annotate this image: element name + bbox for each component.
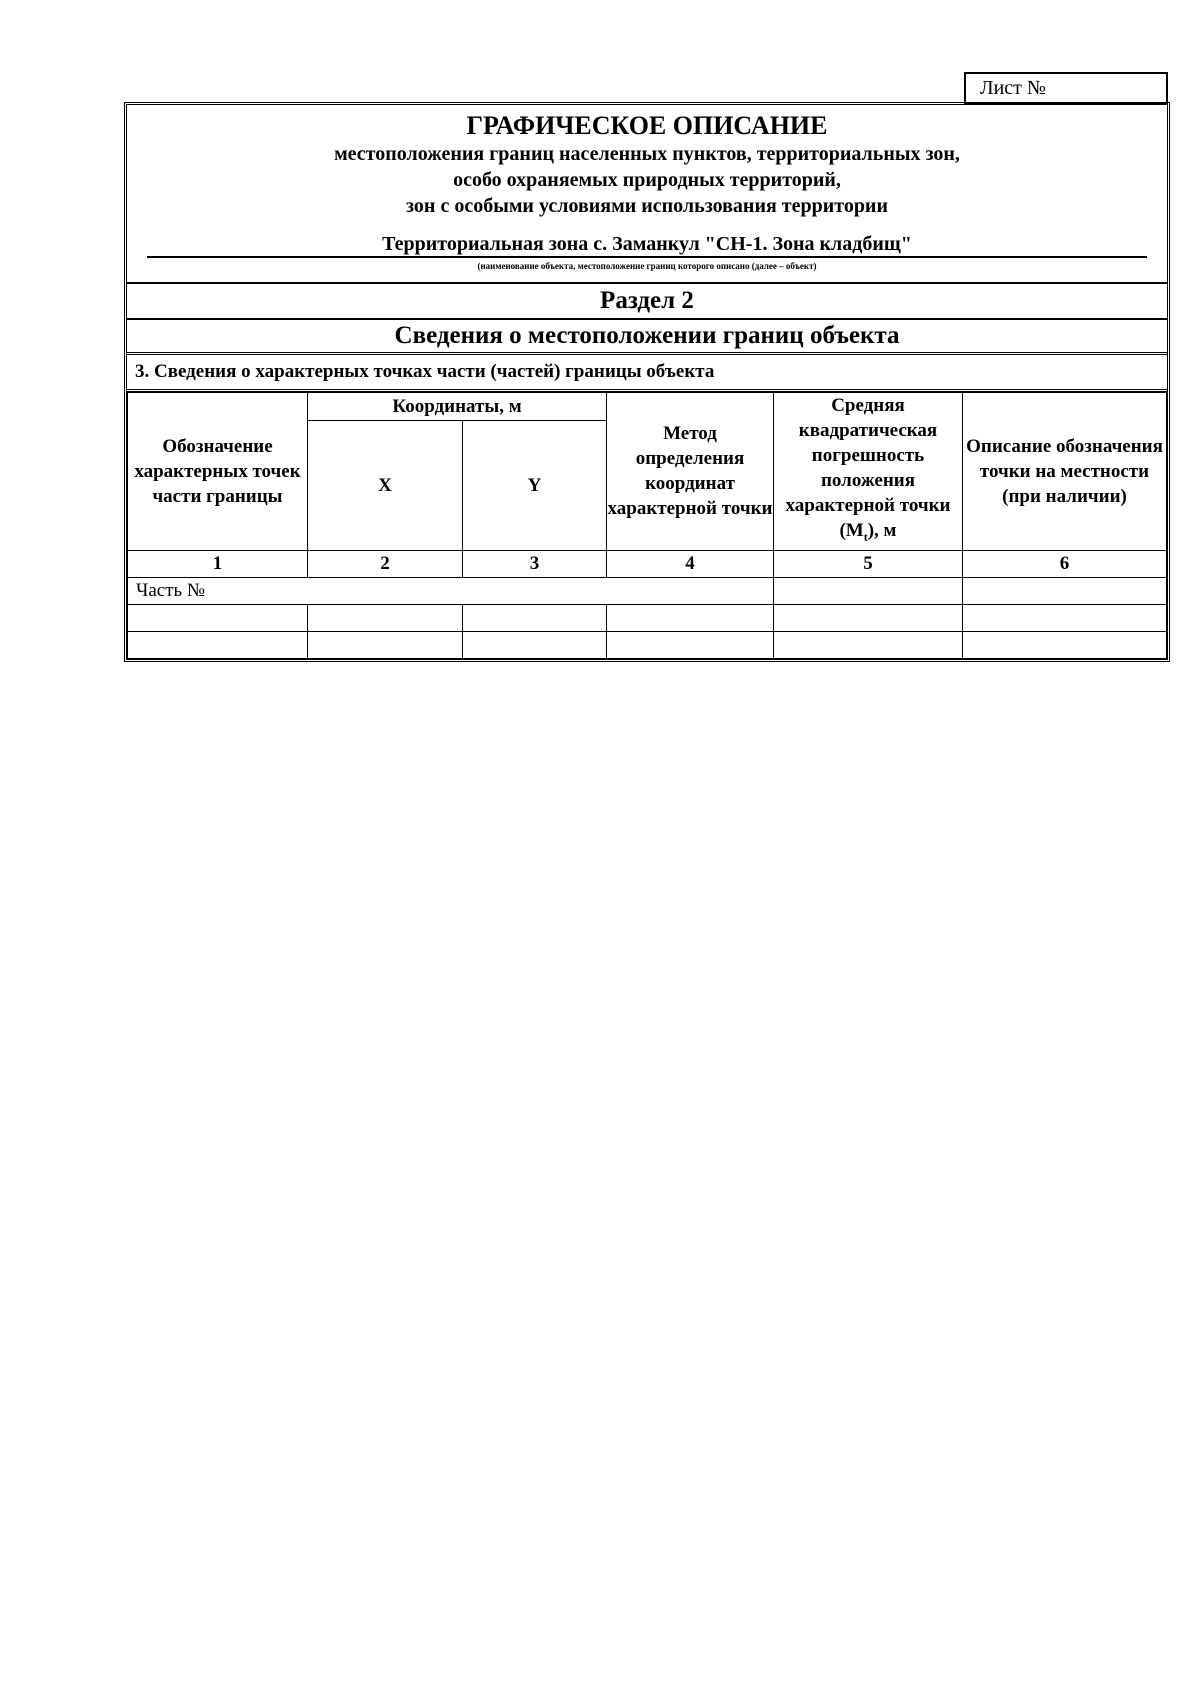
column-number: 3 xyxy=(463,550,607,577)
subtitle-line-1: местоположения границ населенных пунктов, территориальных зон, xyxy=(334,143,960,165)
table-cell xyxy=(774,604,963,631)
column-number: 6 xyxy=(963,550,1167,577)
table-cell xyxy=(607,604,774,631)
table-cell xyxy=(463,631,607,658)
column-number: 5 xyxy=(774,550,963,577)
table-cell xyxy=(774,631,963,658)
header-accuracy-end: ), м xyxy=(867,520,897,541)
document-frame xyxy=(124,102,1170,662)
column-number-row xyxy=(128,550,1167,577)
subtitle-line-3: зон с особыми условиями использования территории xyxy=(406,195,888,217)
header-accuracy-main: Средняя квадратическая погрешность положения характерной точки (M xyxy=(785,395,951,541)
subtitle-line-2: особо охраняемых природных территорий, xyxy=(453,169,841,191)
header-block xyxy=(127,105,1167,284)
part-label: Часть № xyxy=(128,577,774,604)
table-cell xyxy=(128,604,308,631)
table-cell xyxy=(128,631,308,658)
section-subtitle: Сведения о местоположении границ объекта xyxy=(127,320,1167,355)
points-table xyxy=(127,392,1167,659)
table-cell xyxy=(463,604,607,631)
header-method: Метод определения координат характерной точки xyxy=(607,393,774,551)
header-accuracy-sub: t xyxy=(863,529,868,544)
table-header-row xyxy=(128,393,1167,421)
section-title: Раздел 2 xyxy=(127,284,1167,320)
table-cell xyxy=(607,631,774,658)
object-name-note: (наименование объекта, местоположение границ которого описано (далее – объект) xyxy=(477,261,817,271)
sheet-number-label: Лист № xyxy=(980,77,1046,99)
header-coordinates: Координаты, м xyxy=(308,393,607,421)
table-cell xyxy=(308,604,463,631)
object-name: Территориальная зона с. Заманкул "СН-1. Зона кладбищ" xyxy=(147,233,1147,258)
table-row xyxy=(128,604,1167,631)
column-number: 1 xyxy=(128,550,308,577)
subsection-title: 3. Сведения о характерных точках части (частей) границы объекта xyxy=(127,355,1167,392)
table-cell xyxy=(963,631,1167,658)
header-y: Y xyxy=(463,421,607,551)
table-cell xyxy=(774,577,963,604)
header-accuracy xyxy=(774,393,963,551)
table-cell xyxy=(963,577,1167,604)
header-x: X xyxy=(308,421,463,551)
header-description: Описание обозначения точки на местности (при наличии) xyxy=(963,393,1167,551)
document-title: ГРАФИЧЕСКОЕ ОПИСАНИЕ xyxy=(466,111,828,140)
part-row xyxy=(128,577,1167,604)
column-number: 4 xyxy=(607,550,774,577)
table-row xyxy=(128,631,1167,658)
table-cell xyxy=(308,631,463,658)
table-cell xyxy=(963,604,1167,631)
column-number: 2 xyxy=(308,550,463,577)
header-point-designation: Обозначение характерных точек части границы xyxy=(128,393,308,551)
sheet-number-box xyxy=(964,72,1168,104)
